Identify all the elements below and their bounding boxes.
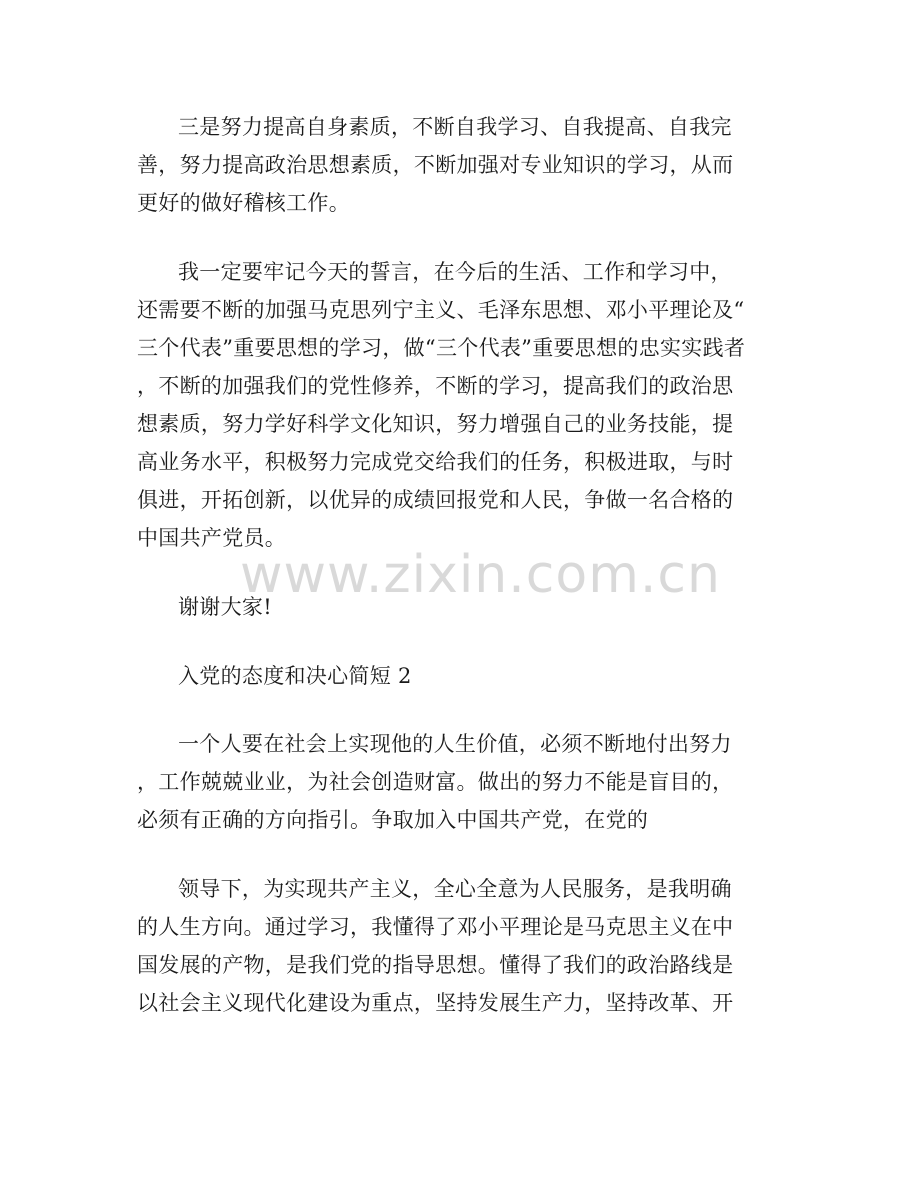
text-line: ，工作兢兢业业，为社会创造财富。做出的努力不能是盲目的， bbox=[137, 770, 734, 794]
text-line: 还需要不断的加强马克思列宁主义、毛泽东思想、邓小平理论及“ bbox=[137, 298, 745, 322]
text-line: 必须有正确的方向指引。争取加入中国共产党，在党的 bbox=[137, 808, 649, 832]
text-line: 一个人要在社会上实现他的人生价值，必须不断地付出努力 bbox=[178, 732, 732, 756]
text-line: 我一定要牢记今天的誓言，在今后的生活、工作和学习中， bbox=[178, 260, 732, 284]
text-line: 俱进，开拓创新，以优异的成绩回报党和人民，争做一名合格的 bbox=[137, 488, 734, 512]
text-line: 三是努力提高自身素质，不断自我学习、自我提高、自我完 bbox=[178, 115, 732, 139]
text-line: 领导下，为实现共产主义，全心全意为人民服务，是我明确 bbox=[178, 877, 732, 901]
text-line: 国发展的产物，是我们党的指导思想。懂得了我们的政治路线是 bbox=[137, 953, 734, 977]
text-line: 的人生方向。通过学习，我懂得了邓小平理论是马克思主义在中 bbox=[137, 915, 734, 939]
section-heading: 入党的态度和决心简短 2 bbox=[178, 664, 412, 688]
text-line: 想素质，努力学好科学文化知识，努力增强自己的业务技能，提 bbox=[137, 412, 734, 436]
text-line: 谢谢大家! bbox=[178, 595, 272, 619]
text-line: 善，努力提高政治思想素质，不断加强对专业知识的学习，从而 bbox=[137, 153, 734, 177]
text-line: 以社会主义现代化建设为重点，坚持发展生产力，坚持改革、开 bbox=[137, 991, 734, 1015]
text-line: 更好的做好稽核工作。 bbox=[137, 191, 350, 215]
text-line: 三个代表”重要思想的学习，做“三个代表”重要思想的忠实实践者 bbox=[137, 336, 746, 360]
text-line: 高业务水平，积极努力完成党交给我们的任务，积极进取，与时 bbox=[137, 450, 734, 474]
watermark: www.zixin.com.cn bbox=[240, 545, 721, 605]
text-line: ，不断的加强我们的党性修养，不断的学习，提高我们的政治思 bbox=[137, 374, 734, 398]
text-line: 中国共产党员。 bbox=[137, 526, 287, 550]
